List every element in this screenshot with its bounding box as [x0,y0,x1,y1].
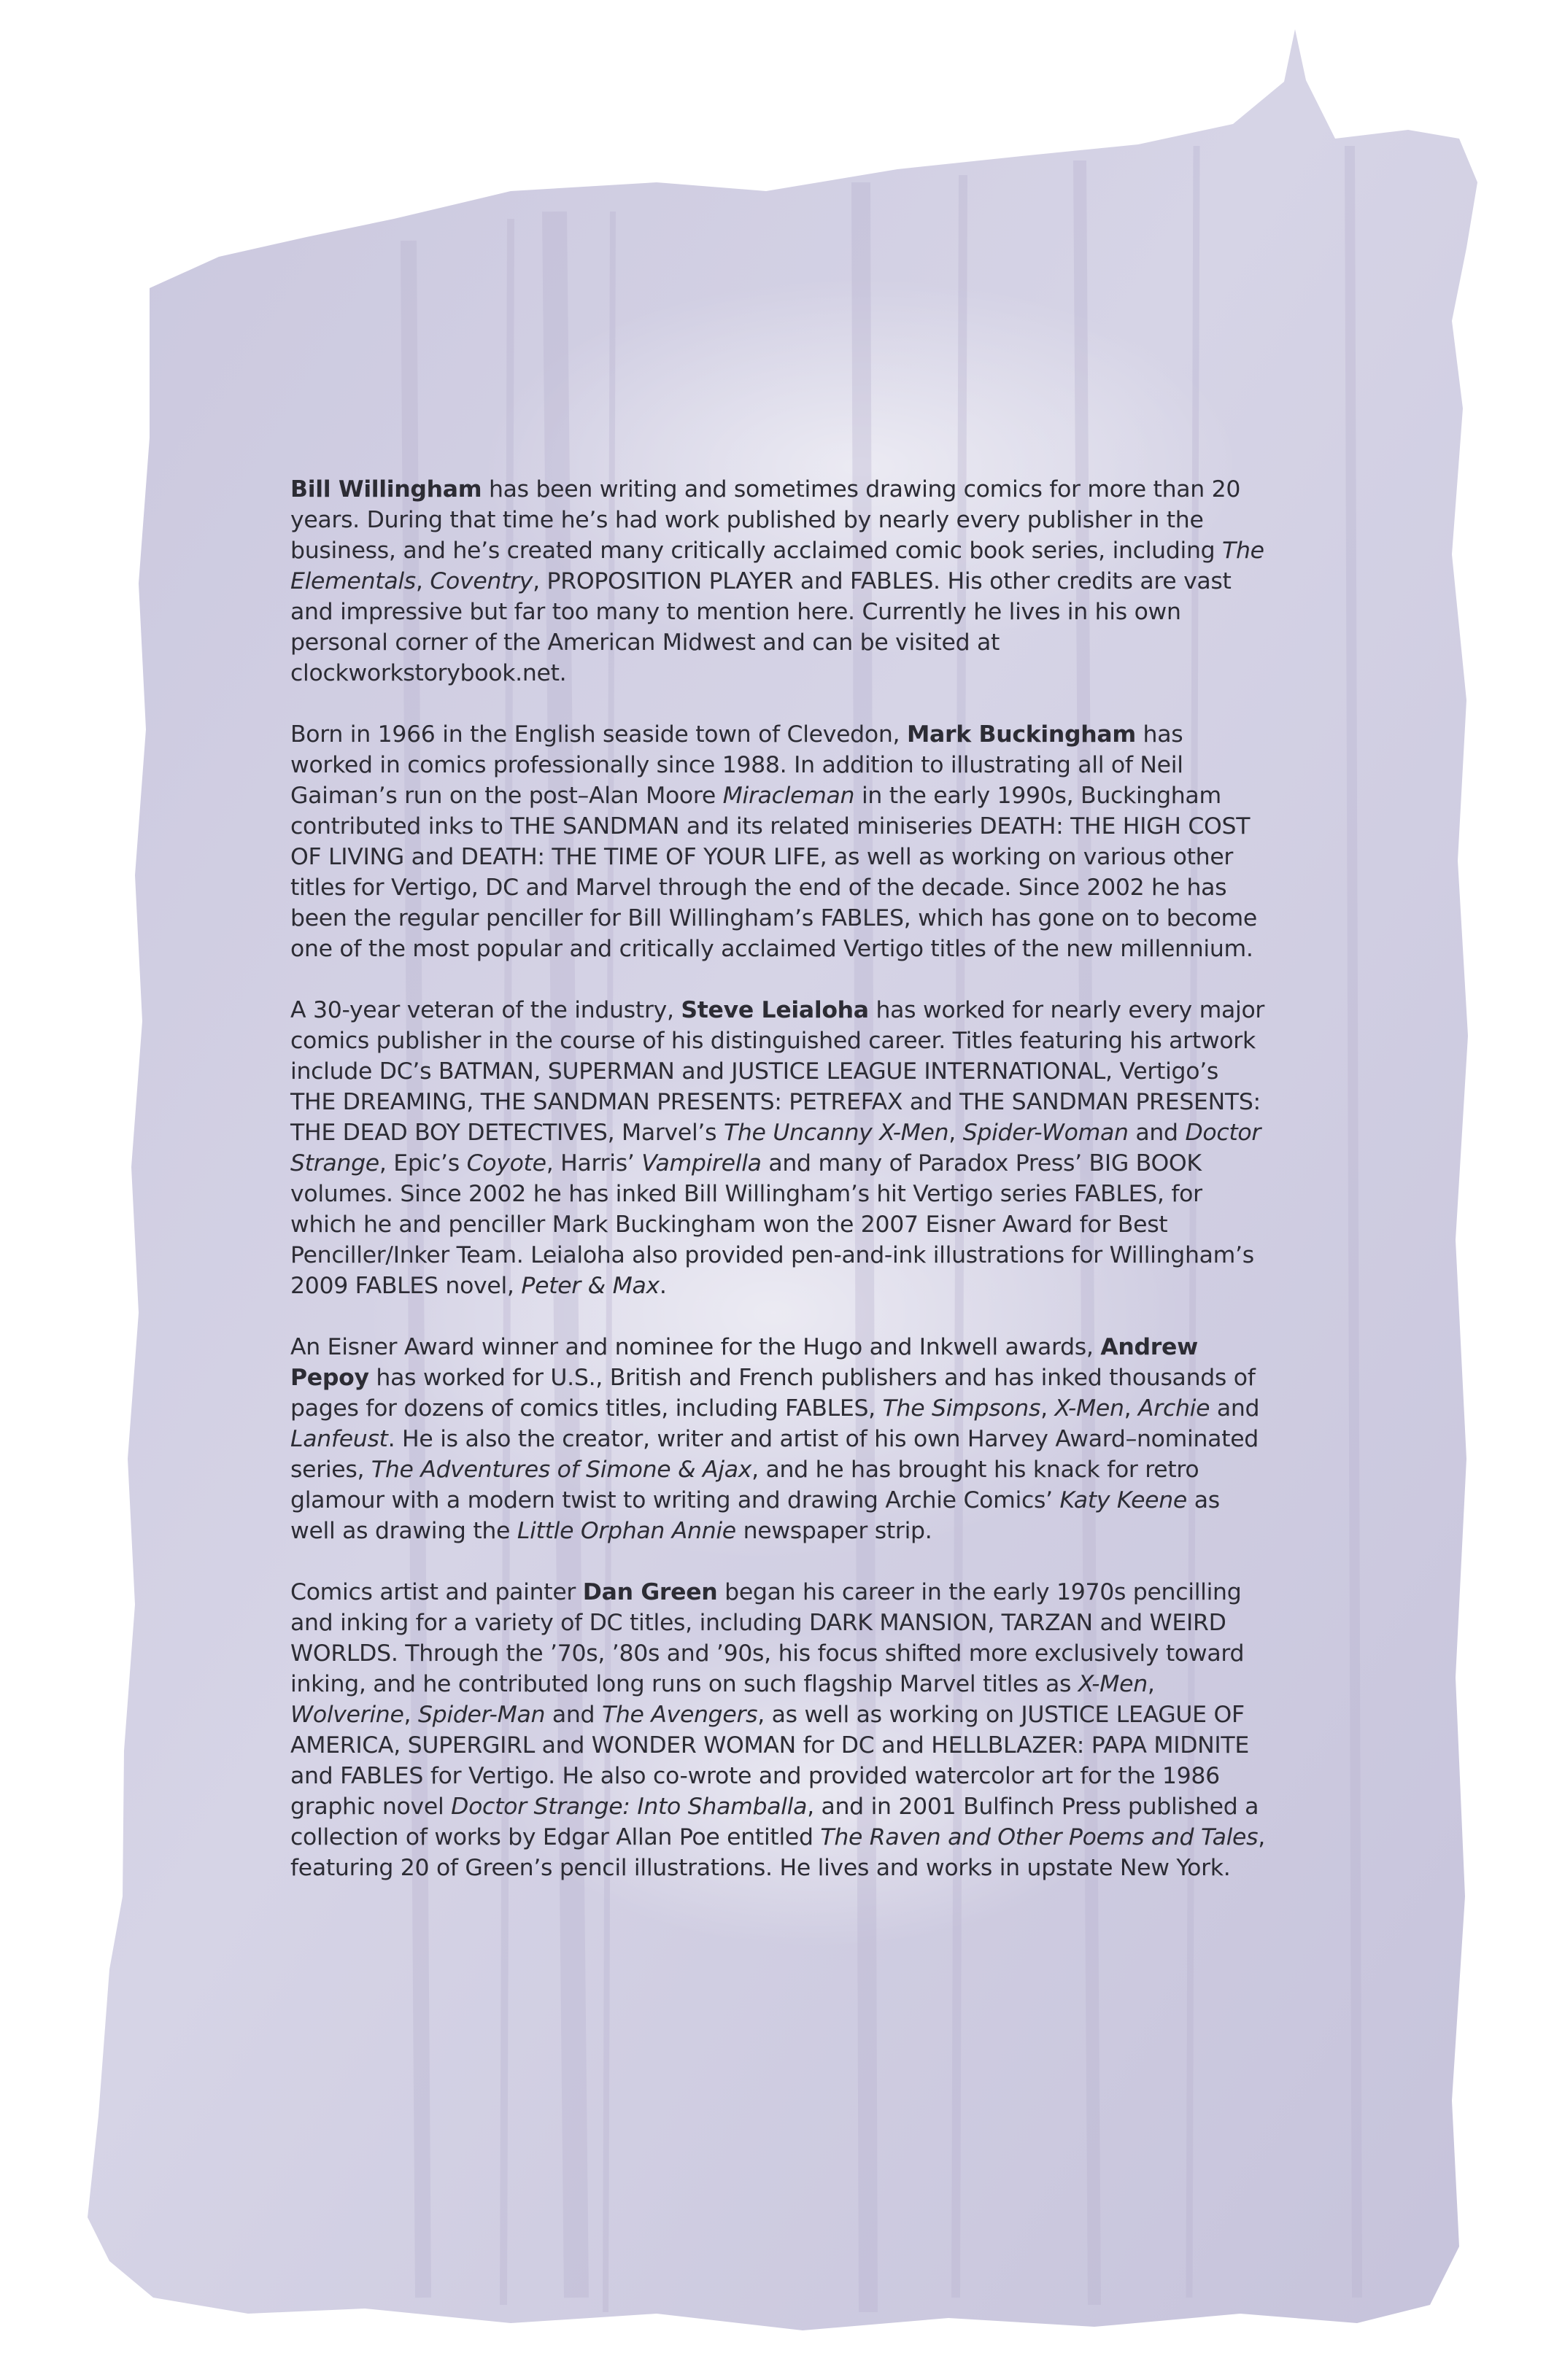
bio-andrew-pepoy [290,1332,1268,1546]
bio-text: , PROPOSITION PLAYER and FABLES. His other credits are vast and impressive but far too many to mention here. Currently he lives in his own personal corner of the American Midwest and can be visited at clockworkstorybook.net. [290,568,1232,686]
bio-title: The Raven and Other Poems and Tales [820,1824,1259,1850]
bio-text: Comics artist and painter [290,1579,583,1605]
bio-title: Coyote [466,1150,546,1177]
bio-title: Wolverine [290,1702,404,1728]
bio-text: has worked in comics professionally since 1988. In addition to illustrating all of Neil Gaiman’s run on the post–Alan Moore [290,721,1183,809]
bio-text: as well as drawing the [290,1487,1220,1544]
bio-text: An Eisner Award winner and nominee for the Hugo and Inkwell awards, [290,1334,1101,1360]
bio-name: Bill Willingham [290,476,482,503]
bio-text: A 30-year veteran of the industry, [290,997,681,1023]
bio-name: Andrew Pepoy [290,1334,1198,1391]
bio-text: in the early 1990s, Buckingham contributed inks to THE SANDMAN and its related miniseries DEATH: THE HIGH COST OF LIVING and DEATH: THE TIME OF YOUR LIFE, as well as working on various other titles for Vertigo, DC and Marvel through the end of the decade. Since 2002 he has been the regular penciller for Bill Willingham’s FABLES, which has gone on to become one of the most popular and critically acclaimed Vertigo titles of the new millennium. [290,783,1257,962]
bio-text: , [403,1702,418,1728]
bio-text: has worked for nearly every major comics publisher in the course of his distinguished career. Titles featuring his artwork include DC’s BATMAN, SUPERMAN and JUSTICE LEAGUE INTERNATIONAL, Vertigo’s THE DREAMING, THE SANDMAN PRESENTS: PETREFAX and THE SANDMAN PRESENTS: THE DEAD BOY DETECTIVES, Marvel’s [290,997,1265,1146]
bio-title: Doctor Strange: Into Shamballa [451,1794,808,1820]
creator-bios [290,474,1268,1914]
bio-text: . He is also the creator, writer and artist of his own Harvey Award–nominated series, [290,1426,1259,1483]
bio-text: , and he has brought his knack for retro glamour with a modern twist to writing and drawing Archie Comics’ [290,1457,1199,1513]
bio-mark-buckingham [290,719,1268,964]
bio-text: , [1147,1671,1155,1697]
bio-title: Peter & Max [521,1273,660,1299]
bio-text: . [659,1273,667,1299]
bio-text: has worked for U.S., British and French publishers and has inked thousands of pages for dozens of comics titles, including FABLES, [290,1365,1256,1422]
bio-dan-green [290,1577,1268,1883]
bio-title: Miracleman [722,783,855,809]
bio-title: The Elementals [290,538,1264,594]
bio-title: Lanfeust [290,1426,388,1452]
bio-text: has been writing and sometimes drawing comics for more than 20 years. During that time he’s had work published by nearly every publisher in the business, and he’s created many critically acclaimed comic book series, including [290,476,1241,564]
bio-text: , [948,1120,963,1146]
bio-title: Doctor Strange [290,1120,1261,1177]
bio-title: Vampirella [641,1150,762,1177]
bio-name: Mark Buckingham [906,721,1136,748]
bio-title: X-Men [1054,1395,1124,1422]
bio-text: Born in 1966 in the English seaside town of Clevedon, [290,721,907,748]
bio-text: , [1040,1395,1055,1422]
bio-title: Spider-Man [417,1702,546,1728]
bio-text: , Harris’ [546,1150,642,1177]
bio-text: , and in 2001 Bulfinch Press published a collection of works by Edgar Allan Poe entitled [290,1794,1259,1850]
bio-title: The Adventures of Simone & Ajax [371,1457,752,1483]
bio-text: , [1124,1395,1139,1422]
bio-title: Katy Keene [1059,1487,1188,1513]
bio-text: , Epic’s [379,1150,467,1177]
bio-name: Steve Leialoha [681,997,869,1023]
bio-text: , [415,568,430,594]
bio-steve-leialoha [290,995,1268,1301]
bio-title: The Simpsons [882,1395,1041,1422]
bio-text: and [1128,1120,1186,1146]
bio-text: newspaper strip. [735,1518,932,1544]
bio-title: The Uncanny X-Men [723,1120,949,1146]
bio-text: , as well as working on JUSTICE LEAGUE OF AMERICA, SUPERGIRL and WONDER WOMAN for DC and HELLBLAZER: PAPA MIDNITE and FABLES for Vertigo. He also co-wrote and provided watercolor art for the 1986 graphic novel [290,1702,1249,1820]
bio-text: and [545,1702,602,1728]
bio-title: Little Orphan Annie [517,1518,736,1544]
bio-name: Dan Green [582,1579,718,1605]
bio-text: and [1210,1395,1260,1422]
bio-text: , featuring 20 of Green’s pencil illustrations. He lives and works in upstate New York. [290,1824,1265,1881]
bio-title: Spider-Woman [962,1120,1129,1146]
bio-bill-willingham [290,474,1268,689]
bio-title: X-Men [1078,1671,1148,1697]
bio-title: Archie [1138,1395,1210,1422]
bio-title: The Avengers [601,1702,758,1728]
bio-title: Coventry [430,568,533,594]
bio-text: began his career in the early 1970s pencilling and inking for a variety of DC titles, including DARK MANSION, TARZAN and WEIRD WORLDS. Through the ’70s, ’80s and ’90s, his focus shifted more exclusively toward inking, and he contributed long runs on such flagship Marvel titles as [290,1579,1245,1697]
bio-text: and many of Paradox Press’ BIG BOOK volumes. Since 2002 he has inked Bill Willingham’s hit Vertigo series FABLES, for which he and penciller Mark Buckingham won the 2007 Eisner Award for Best Penciller/Inker Team. Leialoha also provided pen-and-ink illustrations for Willingham’s 2009 FABLES novel, [290,1150,1254,1299]
